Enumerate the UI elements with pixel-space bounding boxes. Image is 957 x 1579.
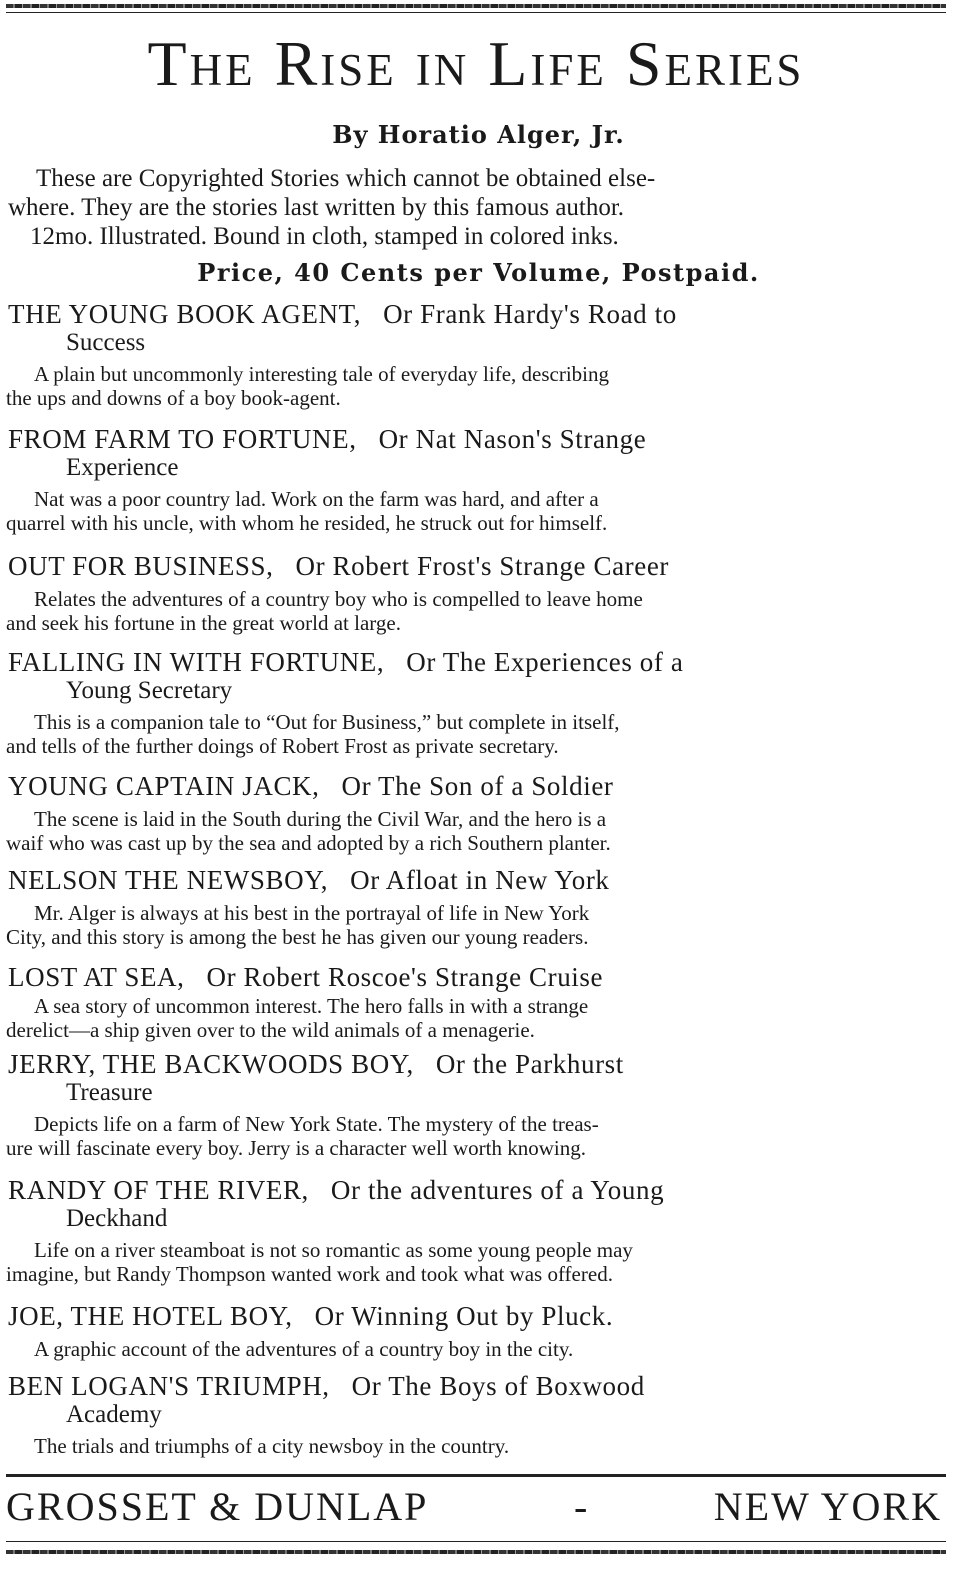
bottom-border-rule-thin bbox=[6, 1541, 946, 1542]
book-entry bbox=[8, 552, 948, 635]
book-description bbox=[8, 587, 948, 635]
top-border-rule bbox=[6, 4, 946, 8]
book-title: JERRY, THE BACKWOODS BOY, bbox=[8, 1049, 414, 1079]
book-entry bbox=[8, 1372, 948, 1458]
book-entry bbox=[8, 300, 948, 410]
book-subtitle-continued: Deckhand bbox=[66, 1205, 168, 1232]
book-entry bbox=[8, 648, 948, 758]
book-subtitle: Or The Son of a Soldier bbox=[341, 771, 614, 801]
book-subtitle: Or The Boys of Boxwood bbox=[351, 1371, 645, 1401]
description-line: Life on a river steamboat is not so romantic as some young people may bbox=[34, 1238, 633, 1262]
book-subtitle: Or Winning Out by Pluck. bbox=[314, 1301, 614, 1331]
intro-line: 12mo. Illustrated. Bound in cloth, stamped in colored inks. bbox=[30, 223, 619, 250]
description-line: Depicts life on a farm of New York State. The mystery of the treas- bbox=[34, 1112, 599, 1136]
book-description bbox=[8, 807, 948, 855]
description-line: A plain but uncommonly interesting tale of everyday life, describing bbox=[34, 362, 610, 386]
description-line: The scene is laid in the South during the Civil War, and the hero is a bbox=[34, 807, 607, 831]
book-subtitle: Or Frank Hardy's Road to bbox=[383, 299, 677, 329]
book-description bbox=[8, 1434, 948, 1458]
book-subtitle: Or Robert Roscoe's Strange Cruise bbox=[206, 962, 604, 992]
book-description bbox=[8, 1238, 948, 1286]
book-entry bbox=[8, 1176, 948, 1286]
book-description bbox=[8, 362, 948, 410]
book-subtitle: Or Afloat in New York bbox=[350, 865, 610, 895]
intro-line: where. They are the stories last written by this famous author. bbox=[8, 194, 625, 221]
book-description bbox=[8, 901, 948, 949]
description-line: the ups and downs of a boy book-agent. bbox=[6, 386, 341, 410]
book-entry bbox=[8, 425, 948, 535]
description-line: This is a companion tale to “Out for Business,” but complete in itself, bbox=[34, 710, 620, 734]
book-title: OUT FOR BUSINESS, bbox=[8, 551, 274, 581]
description-line: Mr. Alger is always at his best in the portrayal of life in New York bbox=[34, 901, 590, 925]
book-title: FROM FARM TO FORTUNE, bbox=[8, 424, 357, 454]
description-line: imagine, but Randy Thompson wanted work and took what was offered. bbox=[6, 1262, 613, 1286]
book-title: LOST AT SEA, bbox=[8, 962, 185, 992]
book-entry bbox=[8, 772, 948, 855]
book-description bbox=[8, 994, 948, 1042]
author-line: By Horatio Alger, Jr. bbox=[332, 120, 625, 149]
book-description bbox=[8, 1112, 948, 1160]
intro-paragraph bbox=[8, 164, 944, 251]
book-subtitle-continued: Young Secretary bbox=[66, 677, 233, 704]
intro-line: These are Copyrighted Stories which cannot be obtained else- bbox=[36, 165, 656, 192]
description-line: ure will fascinate every boy. Jerry is a character well worth knowing. bbox=[6, 1136, 587, 1160]
book-title: YOUNG CAPTAIN JACK, bbox=[8, 771, 320, 801]
description-line: quarrel with his uncle, with whom he resided, he struck out for himself. bbox=[6, 511, 608, 535]
book-title: JOE, THE HOTEL BOY, bbox=[8, 1301, 293, 1331]
book-entry bbox=[8, 963, 948, 1042]
book-title: RANDY OF THE RIVER, bbox=[8, 1175, 309, 1205]
book-title: BEN LOGAN'S TRIUMPH, bbox=[8, 1371, 330, 1401]
book-subtitle-continued: Academy bbox=[66, 1401, 162, 1428]
description-line: A graphic account of the adventures of a country boy in the city. bbox=[34, 1337, 574, 1361]
description-line: Relates the adventures of a country boy who is compelled to leave home bbox=[34, 587, 643, 611]
description-line: The trials and triumphs of a city newsboy in the country. bbox=[34, 1434, 510, 1458]
top-border-rule-thin bbox=[6, 12, 946, 13]
book-subtitle-continued: Success bbox=[66, 329, 146, 356]
book-description bbox=[8, 487, 948, 535]
bottom-border-rule bbox=[6, 1550, 946, 1554]
description-line: waif who was cast up by the sea and adopted by a rich Southern planter. bbox=[6, 831, 611, 855]
book-subtitle: Or Robert Frost's Strange Career bbox=[295, 551, 669, 581]
book-title: NELSON THE NEWSBOY, bbox=[8, 865, 329, 895]
book-entry bbox=[8, 866, 948, 949]
book-subtitle: Or the Parkhurst bbox=[435, 1049, 624, 1079]
description-line: A sea story of uncommon interest. The hero falls in with a strange bbox=[34, 994, 589, 1018]
footer-divider-rule bbox=[6, 1474, 946, 1477]
description-line: Nat was a poor country lad. Work on the farm was hard, and after a bbox=[34, 487, 599, 511]
publisher-line bbox=[6, 1484, 946, 1530]
book-title: FALLING IN WITH FORTUNE, bbox=[8, 647, 385, 677]
description-line: City, and this story is among the best he has given our young readers. bbox=[6, 925, 589, 949]
description-line: derelict—a ship given over to the wild animals of a menagerie. bbox=[6, 1018, 535, 1042]
book-subtitle-continued: Experience bbox=[66, 454, 179, 481]
price-line: Price, 40 Cents per Volume, Postpaid. bbox=[197, 258, 760, 287]
book-title: THE YOUNG BOOK AGENT, bbox=[8, 299, 362, 329]
book-description bbox=[8, 710, 948, 758]
publisher-separator: - bbox=[574, 1484, 590, 1529]
book-entry bbox=[8, 1050, 948, 1160]
description-line: and tells of the further doings of Robert Frost as private secretary. bbox=[6, 734, 559, 758]
publisher-name: GROSSET & DUNLAP bbox=[6, 1484, 429, 1529]
series-title: The Rise in Life Series bbox=[147, 28, 805, 99]
publisher-city: NEW YORK bbox=[713, 1484, 942, 1529]
book-subtitle: Or the adventures of a Young bbox=[330, 1175, 665, 1205]
book-subtitle: Or Nat Nason's Strange bbox=[378, 424, 647, 454]
book-subtitle: Or The Experiences of a bbox=[406, 647, 684, 677]
book-entry bbox=[8, 1302, 948, 1361]
description-line: and seek his fortune in the great world at large. bbox=[6, 611, 401, 635]
book-subtitle-continued: Treasure bbox=[66, 1079, 153, 1106]
book-description bbox=[8, 1337, 948, 1361]
